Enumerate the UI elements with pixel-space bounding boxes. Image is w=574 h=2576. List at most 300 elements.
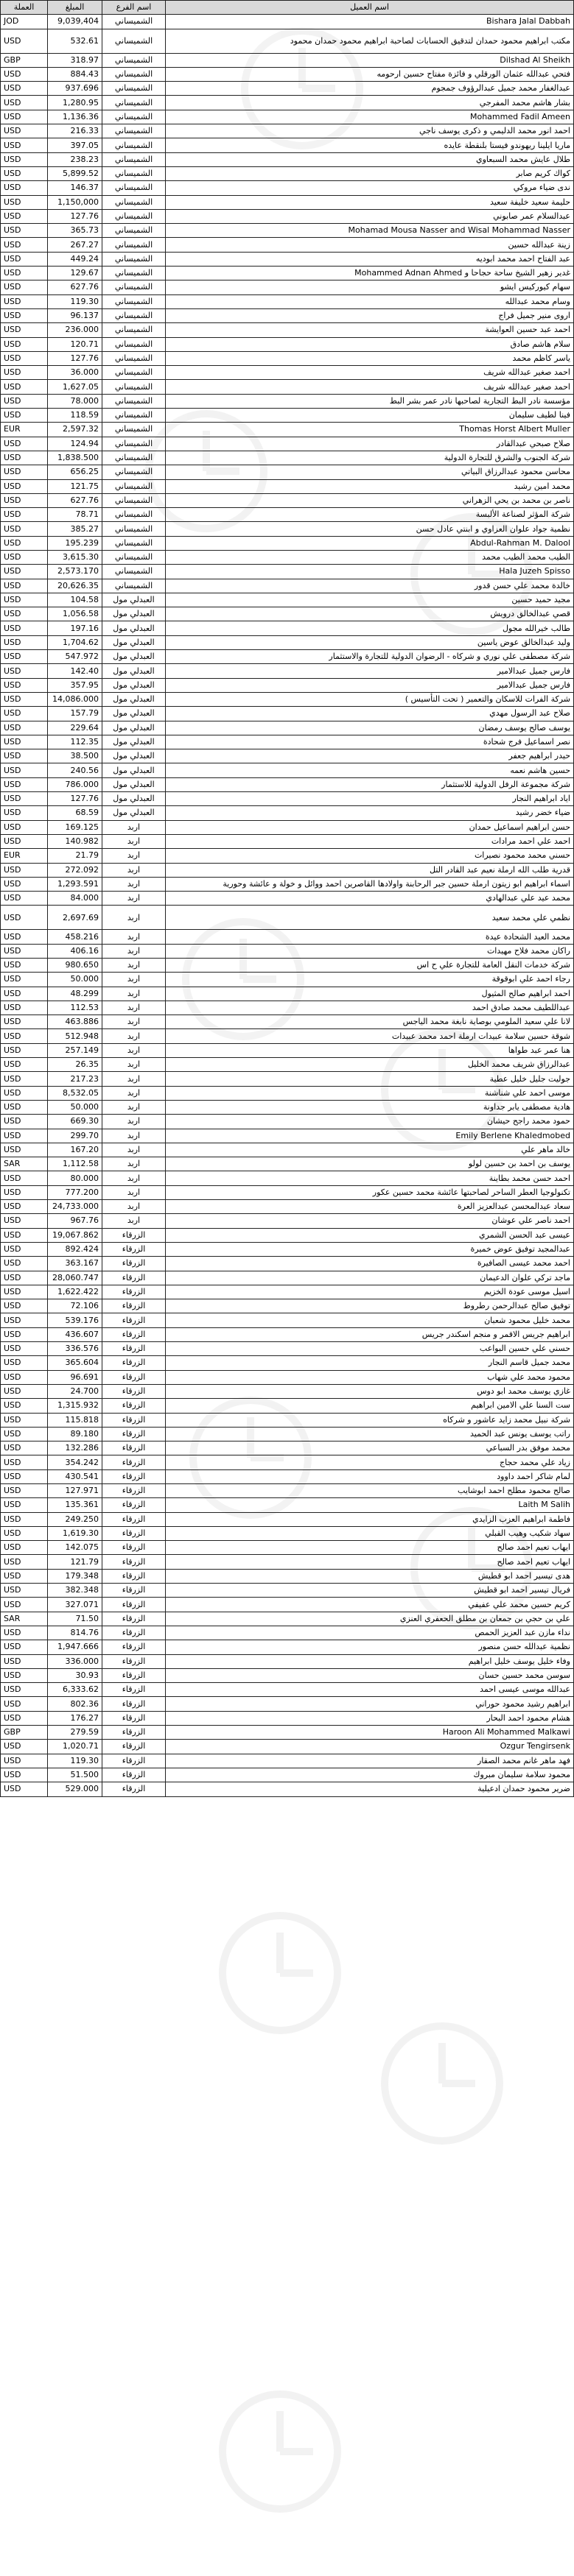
client-name-cell: نظمي علي محمد سعيد xyxy=(166,906,574,930)
branch-cell: الزرقاء xyxy=(102,1584,166,1598)
amount-cell: 397.05 xyxy=(48,138,102,152)
currency-cell: USD xyxy=(1,479,48,493)
table-row xyxy=(1,820,574,834)
client-name-cell: اسماء ابراهيم ابو زيتون ارملة حسين جبر الرحابنة واولادها القاصرين احمد ووائل و خولة و عائشة وحورية xyxy=(166,877,574,891)
currency-cell: USD xyxy=(1,892,48,906)
table-row xyxy=(1,181,574,195)
client-name-cell: Dilshad Al Sheikh xyxy=(166,53,574,67)
branch-cell: اربد xyxy=(102,1072,166,1086)
client-name-cell: صالح محمود مطلح احمد ابوشايب xyxy=(166,1483,574,1497)
client-name-cell: شركة الفرات للاسكان والتعمير ( تحت التأسيس ) xyxy=(166,692,574,706)
table-row xyxy=(1,15,574,29)
amount-cell: 120.71 xyxy=(48,337,102,351)
branch-cell: الشميساني xyxy=(102,209,166,223)
table-row xyxy=(1,1512,574,1526)
currency-cell: USD xyxy=(1,1370,48,1384)
amount-cell: 9,039,404 xyxy=(48,15,102,29)
amount-cell: 217.23 xyxy=(48,1072,102,1086)
amount-cell: 112.53 xyxy=(48,1001,102,1014)
branch-cell: العبدلي مول xyxy=(102,678,166,692)
currency-cell: USD xyxy=(1,224,48,238)
amount-cell: 176.27 xyxy=(48,1711,102,1725)
amount-cell: 121.79 xyxy=(48,1555,102,1569)
amount-cell: 135.361 xyxy=(48,1498,102,1512)
amount-cell: 1,056.58 xyxy=(48,607,102,621)
currency-cell: USD xyxy=(1,366,48,380)
table-row xyxy=(1,906,574,930)
table-row xyxy=(1,973,574,987)
branch-cell: الشميساني xyxy=(102,465,166,479)
currency-cell: USD xyxy=(1,493,48,507)
table-row xyxy=(1,692,574,706)
currency-cell: USD xyxy=(1,1598,48,1612)
amount-cell: 463.886 xyxy=(48,1015,102,1029)
client-name-cell: نظمية جواد علوان العزاوي و ابنتي عادل حسن xyxy=(166,522,574,536)
table-row xyxy=(1,1271,574,1285)
client-name-cell: احمد ابراهيم صالح المثيول xyxy=(166,987,574,1001)
amount-cell: 1,280.95 xyxy=(48,96,102,110)
table-row xyxy=(1,593,574,607)
client-name-cell: مجيد حميد حسين xyxy=(166,593,574,607)
client-name-cell: نصر اسماعيل فرج شحادة xyxy=(166,735,574,749)
currency-cell: USD xyxy=(1,124,48,138)
amount-cell: 127.76 xyxy=(48,792,102,806)
amount-cell: 119.30 xyxy=(48,1754,102,1768)
table-row xyxy=(1,152,574,166)
table-row xyxy=(1,195,574,209)
table-row xyxy=(1,550,574,564)
amount-cell: 240.56 xyxy=(48,763,102,777)
amount-cell: 656.25 xyxy=(48,465,102,479)
table-row xyxy=(1,650,574,664)
branch-cell: الشميساني xyxy=(102,308,166,322)
amount-cell: 51.500 xyxy=(48,1768,102,1782)
branch-cell: اربد xyxy=(102,959,166,973)
client-name-cell: ابراهيم جريس الاقمر و منجم اسكندر جريس xyxy=(166,1327,574,1341)
table-row xyxy=(1,267,574,280)
amount-cell: 36.000 xyxy=(48,366,102,380)
amount-cell: 26.35 xyxy=(48,1058,102,1072)
table-row xyxy=(1,96,574,110)
table-row xyxy=(1,1370,574,1384)
table-row xyxy=(1,1157,574,1171)
table-row xyxy=(1,1469,574,1483)
branch-cell: الشميساني xyxy=(102,337,166,351)
branch-cell: اربد xyxy=(102,1086,166,1100)
table-row xyxy=(1,930,574,944)
amount-cell: 6,333.62 xyxy=(48,1683,102,1697)
amount-cell: 458.216 xyxy=(48,930,102,944)
amount-cell: 529.000 xyxy=(48,1782,102,1796)
currency-cell: USD xyxy=(1,1782,48,1796)
amount-cell: 1,136.36 xyxy=(48,110,102,124)
currency-cell: USD xyxy=(1,1143,48,1157)
table-row xyxy=(1,792,574,806)
branch-cell: الشميساني xyxy=(102,152,166,166)
amount-cell: 50.000 xyxy=(48,973,102,987)
header-currency: العملة xyxy=(1,1,48,15)
client-name-cell: راكان محمد فلاح مهيدات xyxy=(166,944,574,958)
branch-cell: الشميساني xyxy=(102,522,166,536)
currency-cell: USD xyxy=(1,806,48,820)
table-row xyxy=(1,863,574,877)
client-name-cell: احمد محمد عيسى الصافيرة xyxy=(166,1257,574,1271)
table-row xyxy=(1,67,574,81)
currency-cell: USD xyxy=(1,1271,48,1285)
branch-cell: الزرقاء xyxy=(102,1668,166,1682)
branch-cell: العبدلي مول xyxy=(102,635,166,649)
amount-cell: 1,704.62 xyxy=(48,635,102,649)
table-row xyxy=(1,1640,574,1654)
table-row xyxy=(1,959,574,973)
currency-cell: USD xyxy=(1,664,48,678)
table-row xyxy=(1,465,574,479)
branch-cell: الزرقاء xyxy=(102,1640,166,1654)
amount-cell: 28,060.747 xyxy=(48,1271,102,1285)
client-name-cell: محمد خليل محمود شعبان xyxy=(166,1313,574,1327)
branch-cell: اربد xyxy=(102,1214,166,1228)
branch-cell: الشميساني xyxy=(102,53,166,67)
client-name-cell: عبدالغفار محمد جميل عبدالرؤوف جمجوم xyxy=(166,82,574,96)
amount-cell: 363.167 xyxy=(48,1257,102,1271)
table-row xyxy=(1,294,574,308)
table-row xyxy=(1,678,574,692)
table-row xyxy=(1,1228,574,1242)
amount-cell: 967.76 xyxy=(48,1214,102,1228)
amount-cell: 48.299 xyxy=(48,987,102,1001)
client-name-cell: وليد عبدالخالق عوض ياسين xyxy=(166,635,574,649)
table-row xyxy=(1,1711,574,1725)
amount-cell: 78.000 xyxy=(48,394,102,408)
currency-cell: USD xyxy=(1,959,48,973)
branch-cell: الزرقاء xyxy=(102,1242,166,1256)
client-name-cell: Bishara Jalal Dabbah xyxy=(166,15,574,29)
currency-cell: USD xyxy=(1,650,48,664)
amount-cell: 30.93 xyxy=(48,1668,102,1682)
amount-cell: 8,532.05 xyxy=(48,1086,102,1100)
amount-cell: 167.20 xyxy=(48,1143,102,1157)
branch-cell: الشميساني xyxy=(102,437,166,451)
currency-cell: USD xyxy=(1,1129,48,1143)
amount-cell: 96.691 xyxy=(48,1370,102,1384)
amount-cell: 1,293.591 xyxy=(48,877,102,891)
amount-cell: 24.700 xyxy=(48,1384,102,1398)
table-row xyxy=(1,987,574,1001)
amount-cell: 627.76 xyxy=(48,493,102,507)
amount-cell: 430.541 xyxy=(48,1469,102,1483)
client-name-cell: Emily Berlene Khaledmobed xyxy=(166,1129,574,1143)
table-row xyxy=(1,1455,574,1469)
currency-cell: USD xyxy=(1,209,48,223)
client-name-cell: سهام كيوركيس ايشو xyxy=(166,280,574,294)
amount-cell: 142.40 xyxy=(48,664,102,678)
table-row xyxy=(1,1143,574,1157)
table-row xyxy=(1,479,574,493)
client-name-cell: مؤسسة نادر البط التجارية لصاحبها نادر عمر بشر البط xyxy=(166,394,574,408)
amount-cell: 50.000 xyxy=(48,1100,102,1114)
currency-cell: USD xyxy=(1,834,48,848)
table-row xyxy=(1,1100,574,1114)
table-row xyxy=(1,1768,574,1782)
client-name-cell: Ozgur Tengirsenk xyxy=(166,1740,574,1754)
client-name-cell: وسام محمد عبدالله xyxy=(166,294,574,308)
client-name-cell: خالدة محمد علي حسن قدور xyxy=(166,579,574,593)
currency-cell: USD xyxy=(1,323,48,337)
table-row xyxy=(1,664,574,678)
client-name-cell: اسيل موسى عودة الخزيم xyxy=(166,1285,574,1299)
table-row xyxy=(1,536,574,550)
amount-cell: 406.16 xyxy=(48,944,102,958)
client-name-cell: محمود سلامة سليمان مبروك xyxy=(166,1768,574,1782)
amount-cell: 140.982 xyxy=(48,834,102,848)
currency-cell: USD xyxy=(1,1668,48,1682)
currency-cell: USD xyxy=(1,763,48,777)
client-name-cell: طلال عايش محمد السبعاوي xyxy=(166,152,574,166)
table-row xyxy=(1,1058,574,1072)
amount-cell: 119.30 xyxy=(48,294,102,308)
amount-cell: 777.200 xyxy=(48,1185,102,1199)
amount-cell: 80.000 xyxy=(48,1171,102,1185)
table-row xyxy=(1,1483,574,1497)
amount-cell: 385.27 xyxy=(48,522,102,536)
branch-cell: الزرقاء xyxy=(102,1399,166,1413)
currency-cell: USD xyxy=(1,409,48,423)
branch-cell: اربد xyxy=(102,973,166,987)
amount-cell: 127.971 xyxy=(48,1483,102,1497)
client-name-cell: محاسن محمود عبدالرزاق البياتي xyxy=(166,465,574,479)
amount-cell: 1,627.05 xyxy=(48,380,102,394)
branch-cell: العبدلي مول xyxy=(102,664,166,678)
branch-cell: اربد xyxy=(102,1001,166,1014)
amount-cell: 802.36 xyxy=(48,1697,102,1711)
amount-cell: 436.607 xyxy=(48,1327,102,1341)
table-row xyxy=(1,238,574,252)
client-name-cell: محمد عيد علي عبدالهادي xyxy=(166,892,574,906)
client-name-cell: يوسف صالح يوسف رمضان xyxy=(166,721,574,735)
header-branch: اسم الفرع xyxy=(102,1,166,15)
client-name-cell: خالد ماهر علي xyxy=(166,1143,574,1157)
table-row xyxy=(1,337,574,351)
amount-cell: 336.000 xyxy=(48,1654,102,1668)
amount-cell: 127.76 xyxy=(48,209,102,223)
table-row xyxy=(1,1029,574,1043)
currency-cell: USD xyxy=(1,67,48,81)
header-row xyxy=(1,1,574,15)
branch-cell: الشميساني xyxy=(102,380,166,394)
branch-cell: الزرقاء xyxy=(102,1285,166,1299)
currency-cell: USD xyxy=(1,987,48,1001)
client-name-cell: فريال تيسير احمد ابو قطيش xyxy=(166,1584,574,1598)
branch-cell: الزرقاء xyxy=(102,1498,166,1512)
currency-cell: USD xyxy=(1,1171,48,1185)
currency-cell: USD xyxy=(1,1185,48,1199)
currency-cell: USD xyxy=(1,1100,48,1114)
currency-cell: USD xyxy=(1,294,48,308)
branch-cell: اربد xyxy=(102,1043,166,1057)
currency-cell: JOD xyxy=(1,15,48,29)
branch-cell: الزرقاء xyxy=(102,1356,166,1370)
table-row xyxy=(1,635,574,649)
currency-cell: USD xyxy=(1,1015,48,1029)
branch-cell: اربد xyxy=(102,1200,166,1214)
amount-cell: 38.500 xyxy=(48,749,102,763)
branch-cell: الزرقاء xyxy=(102,1342,166,1356)
table-row xyxy=(1,1086,574,1100)
table-row xyxy=(1,1015,574,1029)
table-row xyxy=(1,1498,574,1512)
table-row xyxy=(1,1115,574,1129)
currency-cell: USD xyxy=(1,1228,48,1242)
branch-cell: الزرقاء xyxy=(102,1526,166,1540)
table-row xyxy=(1,1171,574,1185)
client-name-cell: Abdul-Rahman M. Dalool xyxy=(166,536,574,550)
table-row xyxy=(1,1299,574,1313)
amount-cell: 238.23 xyxy=(48,152,102,166)
table-row xyxy=(1,323,574,337)
client-name-cell: صلاح صبحي عبدالقادر xyxy=(166,437,574,451)
amount-cell: 24,733.000 xyxy=(48,1200,102,1214)
branch-cell: الزرقاء xyxy=(102,1327,166,1341)
client-name-cell: عبدالمجيد توفيق عوض خميرة xyxy=(166,1242,574,1256)
currency-cell: USD xyxy=(1,777,48,791)
client-name-cell: جوليت جليل خليل عطية xyxy=(166,1072,574,1086)
currency-cell: USD xyxy=(1,550,48,564)
table-row xyxy=(1,1541,574,1555)
currency-cell: USD xyxy=(1,1115,48,1129)
table-row xyxy=(1,1072,574,1086)
currency-cell: USD xyxy=(1,1754,48,1768)
client-name-cell: اياد ابراهيم النجار xyxy=(166,792,574,806)
currency-cell: USD xyxy=(1,1569,48,1583)
branch-cell: الزرقاء xyxy=(102,1541,166,1555)
client-name-cell: حسني علي حسين البواعب xyxy=(166,1342,574,1356)
client-name-cell: شركة خدمات النقل العامة للتجارة علي ح اس xyxy=(166,959,574,973)
branch-cell: الشميساني xyxy=(102,238,166,252)
client-name-cell: يوسف بن احمد بن حسين لولو xyxy=(166,1157,574,1171)
branch-cell: العبدلي مول xyxy=(102,806,166,820)
currency-cell: USD xyxy=(1,593,48,607)
table-row xyxy=(1,1214,574,1228)
currency-cell: USD xyxy=(1,394,48,408)
currency-cell: USD xyxy=(1,1327,48,1341)
currency-cell: USD xyxy=(1,1384,48,1398)
branch-cell: الشميساني xyxy=(102,181,166,195)
client-name-cell: احمد علي احمد مرادات xyxy=(166,834,574,848)
client-name-cell: زينة عبدالله حسين xyxy=(166,238,574,252)
currency-cell: USD xyxy=(1,1342,48,1356)
branch-cell: الزرقاء xyxy=(102,1427,166,1441)
amount-cell: 197.16 xyxy=(48,621,102,635)
currency-cell: USD xyxy=(1,678,48,692)
currency-cell: USD xyxy=(1,1483,48,1497)
currency-cell: USD xyxy=(1,267,48,280)
currency-cell: USD xyxy=(1,930,48,944)
amount-cell: 112.35 xyxy=(48,735,102,749)
table-row xyxy=(1,1185,574,1199)
amount-cell: 937.696 xyxy=(48,82,102,96)
table-row xyxy=(1,749,574,763)
client-name-cell: حيدر ابراهيم جعفر xyxy=(166,749,574,763)
branch-cell: الزرقاء xyxy=(102,1370,166,1384)
amount-cell: 884.43 xyxy=(48,67,102,81)
currency-cell: USD xyxy=(1,181,48,195)
currency-cell: USD xyxy=(1,337,48,351)
client-name-cell: علي بن حجي بن جمعان بن مطلق الحعفري العنزي xyxy=(166,1612,574,1626)
client-name-cell: محمود محمد علي شهاب xyxy=(166,1370,574,1384)
currency-cell: USD xyxy=(1,280,48,294)
branch-cell: الشميساني xyxy=(102,252,166,266)
client-name-cell: Thomas Horst Albert Muller xyxy=(166,423,574,437)
client-name-cell: ابراهيم رشيد محمود حوراني xyxy=(166,1697,574,1711)
table-row xyxy=(1,834,574,848)
table-row xyxy=(1,1626,574,1640)
table-row xyxy=(1,1342,574,1356)
client-name-cell: ماريا ايلينا ريهوندو فيستا بلنقطة عايده xyxy=(166,138,574,152)
currency-cell: USD xyxy=(1,522,48,536)
currency-cell: USD xyxy=(1,437,48,451)
amount-cell: 129.67 xyxy=(48,267,102,280)
branch-cell: اربد xyxy=(102,849,166,863)
client-name-cell: سوسن محمد حسين حسان xyxy=(166,1668,574,1682)
branch-cell: اربد xyxy=(102,930,166,944)
table-row xyxy=(1,1740,574,1754)
currency-cell: SAR xyxy=(1,1612,48,1626)
client-name-cell: محمد جميل قاسم النجار xyxy=(166,1356,574,1370)
amount-cell: 14,086.000 xyxy=(48,692,102,706)
currency-cell: USD xyxy=(1,152,48,166)
amount-cell: 96.137 xyxy=(48,308,102,322)
table-row xyxy=(1,1584,574,1598)
client-name-cell: حمود محمد راجح حيشان xyxy=(166,1115,574,1129)
currency-cell: USD xyxy=(1,1555,48,1569)
client-name-cell: حسني محمد محمود نصيرات xyxy=(166,849,574,863)
client-name-cell: اروى منير جميل فراج xyxy=(166,308,574,322)
amount-cell: 279.59 xyxy=(48,1726,102,1740)
currency-cell: USD xyxy=(1,635,48,649)
table-row xyxy=(1,124,574,138)
client-name-cell: كريم حسين محمد علي عفيفي xyxy=(166,1598,574,1612)
client-name-cell: احمد حسن محمد بطاينة xyxy=(166,1171,574,1185)
client-name-cell: رجاء احمد علي ابوقوقة xyxy=(166,973,574,987)
table-row xyxy=(1,1598,574,1612)
branch-cell: العبدلي مول xyxy=(102,621,166,635)
currency-cell: USD xyxy=(1,82,48,96)
branch-cell: اربد xyxy=(102,1029,166,1043)
amount-cell: 327.071 xyxy=(48,1598,102,1612)
table-row xyxy=(1,351,574,365)
client-name-cell: قصي عبدالخالق درويش xyxy=(166,607,574,621)
table-row xyxy=(1,280,574,294)
table-row xyxy=(1,1612,574,1626)
currency-cell: USD xyxy=(1,1654,48,1668)
client-name-cell: حليمة سعيد خليفة سعيد xyxy=(166,195,574,209)
table-row xyxy=(1,366,574,380)
branch-cell: الشميساني xyxy=(102,366,166,380)
branch-cell: الزرقاء xyxy=(102,1569,166,1583)
branch-cell: الزرقاء xyxy=(102,1441,166,1455)
currency-cell: USD xyxy=(1,138,48,152)
client-name-cell: زياد علي محمد حجاج xyxy=(166,1455,574,1469)
client-name-cell: راتب يوسف يونس عبد الحميد xyxy=(166,1427,574,1441)
table-row xyxy=(1,777,574,791)
branch-cell: الزرقاء xyxy=(102,1483,166,1497)
branch-cell: الزرقاء xyxy=(102,1711,166,1725)
branch-cell: اربد xyxy=(102,1185,166,1199)
branch-cell: الزرقاء xyxy=(102,1612,166,1626)
branch-cell: الزرقاء xyxy=(102,1555,166,1569)
table-row xyxy=(1,1413,574,1427)
currency-cell: USD xyxy=(1,735,48,749)
